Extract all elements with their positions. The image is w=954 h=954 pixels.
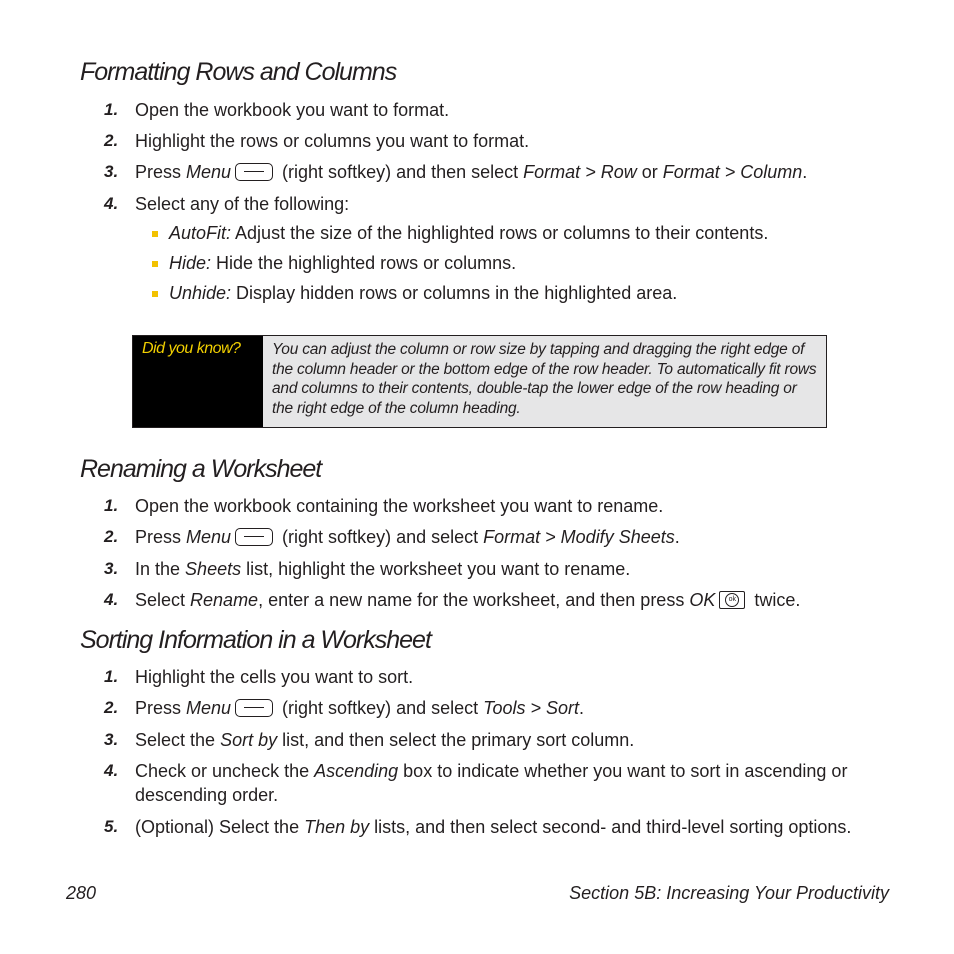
ok-key-icon: [719, 591, 745, 609]
softkey-icon: [235, 699, 273, 717]
page-number: 280: [66, 883, 97, 903]
softkey-icon: [235, 163, 273, 181]
tip-text: You can adjust the column or row size by tapping and dragging the right edge of the column header or the bottom edge of the row header. To automatically fit rows and columns to their contents, double-tap the lower edge of the row heading or the right edge of the column heading.: [272, 341, 817, 417]
yellow-square-bullet-icon: [152, 231, 158, 237]
section-title-sorting: Sorting Information in a Worksheet: [80, 626, 431, 654]
yellow-square-bullet-icon: [152, 261, 158, 267]
did-you-know-box: [132, 335, 827, 428]
softkey-icon: [235, 528, 273, 546]
tip-label-block: [133, 336, 263, 427]
yellow-square-bullet-icon: [152, 291, 158, 297]
section-title-renaming: Renaming a Worksheet: [80, 455, 322, 483]
section-footer: Section 5B: Increasing Your Productivity: [569, 883, 889, 903]
tip-label: Did you know?: [142, 340, 241, 357]
section-title-formatting: Formatting Rows and Columns: [80, 58, 397, 86]
